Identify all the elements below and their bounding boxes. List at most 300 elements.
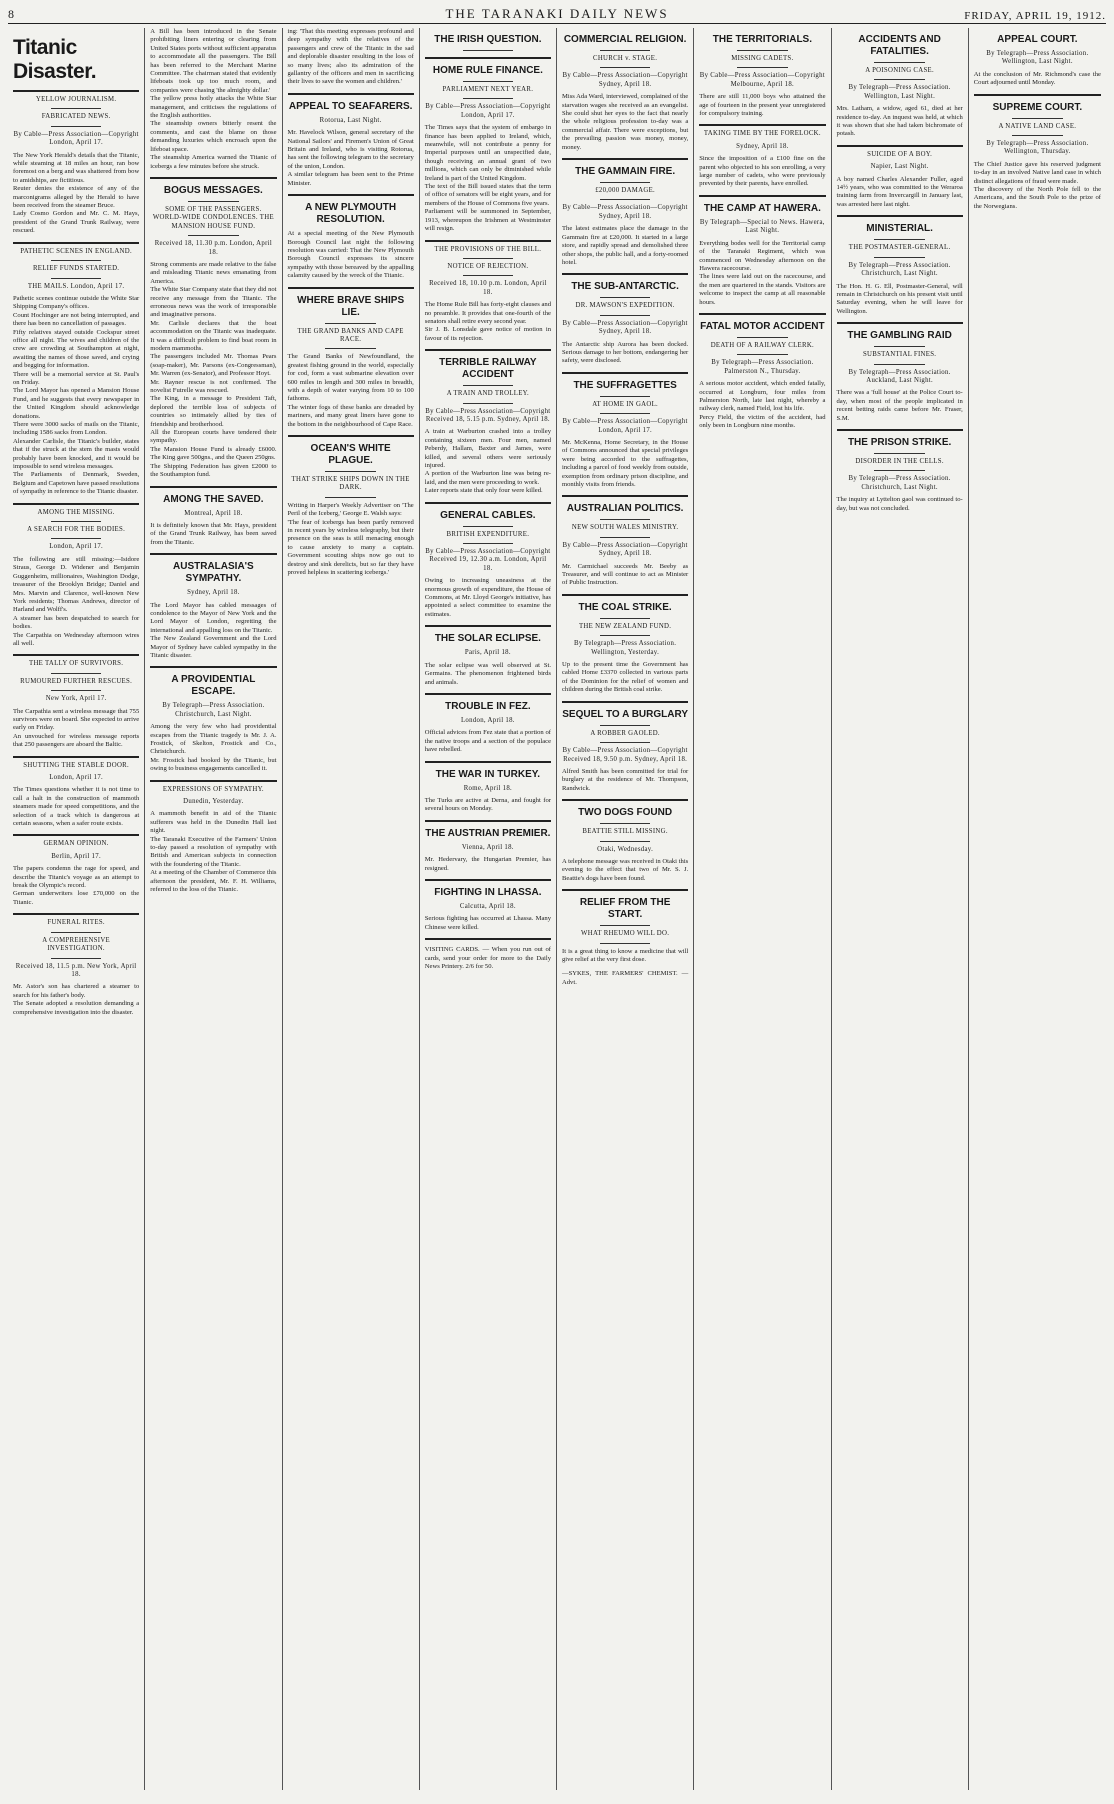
- section-dateline: Received 18, 10.10 p.m. London, April 18.: [429, 280, 547, 296]
- column-8: [969, 28, 1106, 1790]
- section-rule: [13, 834, 139, 836]
- section-dateline: By Telegraph—Special to News. Hawera, Last Night.: [699, 218, 825, 235]
- section-rule: [837, 215, 963, 217]
- subhead-rule: [600, 823, 651, 824]
- column-end-notice: —SYKES, THE FARMERS' CHEMIST. — Advt.: [562, 970, 689, 986]
- section-rule: [425, 57, 551, 59]
- subhead-rule: [463, 526, 514, 527]
- subhead-rule: [463, 258, 514, 259]
- section-rule: [13, 503, 139, 505]
- article-paragraph: Strong comments are made relative to the false and misleading Titanic news emanating from America.: [150, 260, 277, 285]
- article-paragraph: It is a great thing to know a medicine that will give relief at the very first dose.: [562, 947, 689, 963]
- section-subhead: SOME OF THE PASSENGERS. WORLD-WIDE CONDOLENCES. THE MANSION HOUSE FUND.: [152, 205, 274, 230]
- article-paragraph: The inquiry at Lyttelton gaol was continued to-day, but was not concluded.: [836, 496, 963, 512]
- subhead-rule: [874, 453, 925, 454]
- article-paragraph: All the European courts have tendered their sympathy.: [150, 429, 277, 445]
- article-paragraph: The winter fogs of these banks are dreaded by mariners, and many great liners have gone to the bottom in the neighbourhood of Cape Race.: [287, 403, 414, 428]
- article-paragraph: Everything bodes well for the Territorial camp of the Taranaki Regiment, which was commenced on Wednesday afternoon on the Hawera racecourse.: [699, 239, 826, 272]
- section-title: TERRIBLE RAILWAY ACCIDENT: [439, 357, 537, 381]
- section-title: THE TERRITORIALS.: [712, 34, 812, 45]
- article-paragraph: A portion of the Warburton line was being re-laid, and the men were proceeding to work.: [424, 470, 551, 486]
- section-subhead: A POISONING CASE.: [865, 67, 934, 74]
- subhead-rule: [51, 126, 102, 127]
- article-paragraph: The Lord Mayor has cabled messages of condolence to the Mayor of New York and the Lord Mayor of London, regretting the international and appalling loss on the Titanic.: [150, 601, 277, 634]
- subhead-rule: [600, 943, 651, 944]
- section-subhead: FABRICATED NEWS.: [41, 113, 111, 121]
- section-rule: [288, 194, 414, 196]
- section-rule: [562, 273, 688, 275]
- article-paragraph: 'The fear of icebergs has been partly removed in recent years by wireless telegraphy, but their presence on the seas is still menacing enough to cause anxiety to many a captain. Government scouting ships now go out to destroy and sink derelicts, but so far they have proved helpless in scattering icebergs.': [287, 518, 414, 577]
- article-paragraph: The Carpathia sent a wireless message that 755 survivors were on board. She expected to arrive early on Friday.: [13, 707, 140, 732]
- section-title: APPEAL COURT.: [997, 34, 1078, 45]
- section-subhead: RUMOURED FURTHER RESCUES.: [20, 677, 133, 685]
- section-dateline: By Cable—Press Association—Copyright Received 19, 12.30 a.m. London, April 18.: [425, 548, 551, 572]
- section-title: APPEAL TO SEAFARERS.: [288, 100, 413, 112]
- article-paragraph: A similar telegram has been sent to the Prime Minister.: [287, 171, 414, 187]
- section-title: RELIEF FROM THE START.: [579, 897, 671, 921]
- article-paragraph: The yellow press hotly attacks the White Star management, and criticises the regulations of the English authorities.: [150, 95, 277, 120]
- article-paragraph: A mammoth benefit in aid of the Titanic sufferers was held in the Dunedin Hall last night.: [150, 810, 277, 835]
- section-dateline: Received 18, 11.30 p.m. London, April 18.: [154, 240, 273, 256]
- section-subhead: NEW SOUTH WALES MINISTRY.: [571, 524, 679, 532]
- article-paragraph: Mr. Rayner rescue is not confirmed. The novelist Futrelle was rescued.: [150, 378, 277, 395]
- section-rule: [699, 195, 825, 197]
- section-subhead: £20,000 DAMAGE.: [595, 187, 656, 195]
- article-paragraph: A serious motor accident, which ended fatally, occurred at Longburn, four miles from Palmerston North, late last night, whereby a railway clerk, named Field, lost his life.: [699, 380, 826, 413]
- subhead-rule: [874, 346, 925, 347]
- section-rule: [150, 177, 276, 179]
- article-paragraph: The discovery of the North Pole fell to the Americans, and the South Pole to the prize of the Norwegians.: [973, 186, 1101, 210]
- subhead-rule: [874, 364, 925, 365]
- column-headline: THE IRISH QUESTION.: [434, 34, 542, 45]
- section-dateline: By Cable—Press Association—Copyright Sydney, April 18.: [562, 72, 688, 88]
- article-paragraph: There was a 'full house' at the Police Court to-day, when most of the people implicated in recent betting raids came before Mr. Fraser, S.M.: [836, 389, 963, 422]
- article-paragraph: Alexander Carlisle, the Titanic's builder, states that if the struck at the stem the masts would probably have been knocked, and it would be impossible to send wireless messages.: [13, 437, 140, 471]
- section-title: THE SUB-ANTARCTIC.: [571, 281, 679, 293]
- section-title: PATHETIC SCENES IN ENGLAND.: [20, 247, 132, 255]
- section-dateline: By Cable—Press Association—Copyright London, April 17.: [562, 418, 688, 434]
- article-paragraph: The New York Herald's details that the Titanic, while steaming at 18 miles an hour, ran bow foremost on a berg and was shattered from bow to amidships, are fictitious.: [13, 151, 140, 184]
- subhead-rule: [463, 543, 514, 544]
- section-dateline: Berlin, April 17.: [51, 852, 101, 860]
- section-subhead: AT HOME IN GAOL.: [592, 400, 659, 408]
- section-title: A NEW PLYMOUTH RESOLUTION.: [305, 202, 397, 226]
- section-title: COMMERCIAL RELIGION.: [563, 34, 687, 45]
- subhead-rule: [600, 519, 651, 520]
- subhead-rule: [874, 257, 925, 258]
- section-dateline: Montreal, April 18.: [184, 509, 243, 517]
- subhead-rule: [600, 537, 651, 538]
- section-dateline: Otaki, Wednesday.: [597, 845, 654, 853]
- section-subhead: BRITISH EXPENDITURE.: [446, 530, 530, 538]
- article-paragraph: The lines were laid out on the racecourse, and the men are quartered in the stands. Visitors are welcome to inspect the camp at all reasonable hours.: [699, 273, 826, 306]
- section-dateline: By Cable—Press Association—Copyright Melbourne, April 18.: [699, 72, 825, 88]
- section-subhead: A SEARCH FOR THE BODIES.: [27, 526, 126, 534]
- column-3: [283, 28, 420, 1790]
- article-paragraph: Among the very few who had providential escapes from the Titanic tragedy is Mr. J. A. Frostick, of Skelton, Frostick and Co., Christchurch.: [150, 723, 277, 756]
- article-paragraph: The Taranaki Executive of the Farmers' Union to-day passed a resolution of sympathy with British and American subjects in connection with the foundering of the Titanic.: [150, 835, 277, 868]
- section-title: THE CAMP AT HAWERA.: [703, 202, 821, 214]
- issue-date: FRIDAY, APRIL 19, 1912.: [964, 10, 1106, 22]
- section-title: EXPRESSIONS OF SYMPATHY.: [162, 785, 264, 793]
- section-subhead: PARLIAMENT NEXT YEAR.: [442, 86, 534, 93]
- article-paragraph: An unvouched for wireless message reports that 250 passengers are aboard the Baltic.: [13, 732, 140, 749]
- column-1: [8, 28, 145, 1790]
- section-rule: [562, 372, 688, 374]
- section-dateline: Napier, Last Night.: [870, 163, 929, 171]
- subhead-rule: [874, 470, 925, 471]
- article-paragraph: Percy Field, the victim of the accident, had only been in Longburn nine months.: [699, 413, 826, 430]
- section-dateline: Sydney, April 18.: [736, 142, 789, 150]
- section-rule: [13, 913, 139, 915]
- section-title: WHERE BRAVE SHIPS LIE.: [297, 294, 405, 318]
- subhead-rule: [51, 673, 102, 674]
- section-dateline: By Cable—Press Association—Copyright Sydney, April 18.: [562, 541, 688, 558]
- subhead-rule: [463, 81, 514, 82]
- section-title: HOME RULE FINANCE.: [432, 65, 543, 76]
- article-paragraph: Serious fighting has occurred at Lhassa. Many Chinese were killed.: [424, 915, 551, 931]
- column-2: [145, 28, 282, 1790]
- subhead-rule: [600, 315, 651, 316]
- section-rule: [150, 780, 276, 782]
- section-dateline: By Telegraph—Press Association. Wellington, Last Night.: [986, 50, 1089, 66]
- section-title: THE COAL STRIKE.: [578, 601, 672, 613]
- section-rule: [425, 879, 551, 881]
- subhead-rule: [874, 62, 925, 63]
- section-dateline: Received 18, 11.5 p.m. New York, April 18.: [15, 962, 137, 978]
- subhead-rule: [600, 297, 651, 298]
- section-title: AMONG THE MISSING.: [37, 508, 115, 516]
- section-dateline: Calcutta, April 18.: [459, 902, 516, 910]
- section-rule: [150, 486, 276, 488]
- article-paragraph: The Shipping Federation has given £2000 to the Southampton fund.: [150, 462, 277, 479]
- article-paragraph: Parliament will be summoned in September, 1913, whereupon the Irishmen at Westminster will resign.: [424, 208, 551, 233]
- section-title: BOGUS MESSAGES.: [163, 184, 263, 196]
- article-paragraph: The Carpathia on Wednesday afternoon wires all well.: [13, 631, 140, 647]
- section-rule: [837, 322, 963, 324]
- article-paragraph: Sir J. B. Lonsdale gave notice of motion in favour of its rejection.: [424, 326, 551, 342]
- section-dateline: London, April 18.: [460, 716, 515, 724]
- section-subhead: A NATIVE LAND CASE.: [998, 122, 1077, 130]
- subhead-rule: [600, 182, 651, 183]
- section-title: TAKING TIME BY THE FORELOCK.: [703, 130, 821, 138]
- section-rule: [13, 90, 139, 92]
- section-title: A PROVIDENTIAL ESCAPE.: [171, 674, 256, 698]
- section-title: THE PROVISIONS OF THE BILL.: [434, 245, 542, 253]
- section-title: THE AUSTRIAN PREMIER.: [425, 827, 551, 839]
- section-title: THE SOLAR ECLIPSE.: [434, 633, 541, 645]
- subhead-rule: [600, 925, 651, 926]
- article-paragraph: The Mansion House Fund is already £6000. The King gave 500gns., and the Queen 250gns.: [150, 445, 277, 462]
- article-paragraph: Reuter denies the existence of any of the marconigrams alleged by the Herald to have been received from the steamer Bruce.: [13, 185, 140, 210]
- section-subhead: A COMPREHENSIVE INVESTIGATION.: [42, 936, 110, 953]
- subhead-rule: [325, 471, 376, 472]
- article-paragraph: It is definitely known that Mr. Hays, president of the Grand Trunk Railway, has been saved from the Titanic.: [150, 521, 277, 546]
- section-subhead: THE GRAND BANKS AND CAPE RACE.: [297, 327, 404, 343]
- article-paragraph: The text of the Bill issued states that the term of office of senators will be eight years, and for members of the House of Commons five years.: [424, 183, 551, 207]
- article-paragraph: The passengers included Mr. Thomas Pears (soap-maker), Mr. Parsons (ex-Congressman), Mr. Warren (ex-Senator), and Professor Hoyt.: [150, 353, 277, 378]
- section-title: SEQUEL TO A BURGLARY: [562, 708, 688, 720]
- section-title: AMONG THE SAVED.: [163, 493, 264, 505]
- subhead-rule: [463, 98, 514, 99]
- article-paragraph: At the conclusion of Mr. Richmond's case the Court adjourned until Monday.: [973, 70, 1101, 87]
- section-title: THE SUFFRAGETTES: [573, 379, 677, 391]
- section-rule: [425, 693, 551, 695]
- article-paragraph: Mr. Hedervary, the Hungarian Premier, has resigned.: [424, 856, 551, 872]
- subhead-rule: [600, 413, 651, 414]
- subhead-rule: [188, 201, 239, 202]
- section-rule: [150, 666, 276, 668]
- section-title: FIGHTING IN LHASSA.: [434, 886, 542, 898]
- subhead-rule: [1012, 118, 1063, 119]
- article-paragraph: Miss Ada Ward, interviewed, complained of the starvation wages she received as an evangelist. She could shut her eyes to the fact that nearly the whole religious profession to-day was a commercial affair. There were exceptions, but the prevailing passion was money, money, money.: [562, 93, 689, 151]
- section-rule: [837, 429, 963, 431]
- article-paragraph: The Turks are active at Derna, and fought for several hours on Monday.: [424, 796, 551, 813]
- subhead-rule: [51, 932, 102, 933]
- article-paragraph: Later reports state that only four were killed.: [424, 487, 543, 495]
- section-rule: [562, 495, 688, 497]
- advert-rule: [425, 938, 551, 940]
- section-rule: [425, 502, 551, 504]
- article-paragraph: The Home Rule Bill has forty-eight clauses and no preamble. It provides that one-fourth of the senators shall retire every second year.: [424, 301, 551, 325]
- article-paragraph: The New Zealand Government and the Lord Mayor of Sydney have cabled sympathy in the Titanic disaster.: [150, 635, 277, 659]
- section-subhead: THE NEW ZEALAND FUND.: [578, 622, 672, 630]
- section-subhead: CHURCH v. STAGE.: [593, 55, 658, 62]
- subhead-rule: [1012, 135, 1063, 136]
- subhead-rule: [51, 521, 102, 522]
- page-number: 8: [8, 7, 15, 21]
- section-dateline: Dunedin, Yesterday.: [183, 798, 244, 806]
- article-paragraph: The White Star Company state that they did not receive any message from the Titanic. The erroneous news was the work of irresponsible and imaginative persons.: [150, 286, 277, 319]
- section-title: THE GAMBLING RAID: [847, 330, 952, 342]
- article-paragraph: The steamship America warned the Titanic of icebergs a few minutes before she struck.: [150, 154, 277, 170]
- article-paragraph: The King, in a message to President Taft, deplored the terrible loss of subjects of countries so intimately allied by ties of friendship and brotherhood.: [150, 395, 277, 428]
- headline-rule: [463, 50, 514, 51]
- section-title: OCEAN'S WHITE PLAGUE.: [310, 443, 391, 466]
- article-paragraph: Fifty relatives stayed outside Cockspur street office all night. The wives and children of the crew are crowding at Southampton at night, awaiting the names of those saved, and crying and begging for information.: [13, 328, 140, 370]
- section-dateline: Paris, April 18.: [464, 649, 511, 657]
- section-dateline: By Telegraph—Press Association. Christchurch, Last Night.: [848, 261, 951, 278]
- section-dateline: By Cable—Press Association—Copyright Sydney, April 18.: [562, 319, 688, 336]
- subhead-rule: [600, 725, 651, 726]
- article-paragraph: German underwriters lose £70,000 on the Titanic.: [13, 890, 140, 906]
- advert-visiting-cards: VISITING CARDS. — When you run out of cards, send your order for more to the Daily News Printery. 2/6 for 50.: [424, 946, 551, 970]
- article-paragraph: Lady Cosmo Gordon and Mr. C. M. Hays, president of the Grand Trunk Railway, were rescued.: [13, 210, 140, 235]
- section-rule: [562, 701, 688, 703]
- article-paragraph: At a meeting of the Chamber of Commerce this afternoon the president, Mr. F. H. Williams, referred to the loss of the Titanic.: [150, 869, 277, 894]
- subhead-rule: [51, 538, 102, 539]
- article-paragraph: The solar eclipse was well observed at St. Germains. The phenomenon frightened birds and animals.: [424, 661, 551, 686]
- section-subhead: A TRAIN AND TROLLEY.: [446, 390, 530, 398]
- section-subhead: THE POSTMASTER-GENERAL.: [848, 244, 951, 252]
- article-paragraph: Since the imposition of a £100 fine on the parent who objected to his son enrolling, a very large number of cadets, who were previously prevented by their parents, have enrolled.: [699, 155, 826, 188]
- column-4: [420, 28, 557, 1790]
- article-paragraph: There were 3000 sacks of mails on the Titanic, including 1586 sacks from London.: [13, 421, 140, 437]
- section-rule: [13, 756, 139, 758]
- subhead-rule: [463, 403, 514, 404]
- section-dateline: Sydney, April 18.: [187, 589, 240, 597]
- article-paragraph: The Times says that the system of embargo in finance has been applied to Ireland, which, meanwhile, will not contribute a penny for Imperial purposes until an unspecified date, though receiving an annual grant of two millions, which can only be diminished while Ireland is part of the United Kingdom.: [424, 124, 551, 182]
- subhead-rule: [188, 235, 239, 236]
- section-subhead: A ROBBER GAOLED.: [590, 729, 660, 737]
- section-rule: [562, 799, 688, 801]
- section-dateline: THE MAILS. London, April 17.: [27, 282, 125, 290]
- subhead-rule: [600, 67, 651, 68]
- article-paragraph: The Grand Banks of Newfoundland, the greatest fishing ground in the world, especially for cod, form a vast submarine elevation over 600 miles in length and 300 miles in breadth, with a depth of water varying from 10 to 100 fathoms.: [287, 353, 414, 403]
- article-paragraph: The latest estimates place the damage in the Gammain fire at £20,000. It started in a large store, and rapidly spread and demolished three other shops, the public hall, and a forty-roomed hotel.: [562, 225, 689, 266]
- section-dateline: By Telegraph—Press Association. Auckland, Last Night.: [848, 368, 951, 384]
- section-title: SHUTTING THE STABLE DOOR.: [23, 761, 129, 769]
- article-paragraph: There will be a memorial service at St. Paul's on Friday.: [13, 370, 140, 386]
- subhead-rule: [325, 323, 376, 324]
- section-title: TWO DOGS FOUND: [578, 807, 673, 819]
- article-paragraph: Mr. Carlisle declares that the boat accommodation on the Titanic was inadequate. It was a difficult problem to find boat room in modern mammoths.: [150, 319, 277, 352]
- section-rule: [974, 94, 1101, 96]
- article-paragraph: A boy named Charles Alexander Fuller, aged 14½ years, who was committed to the Weraroa training farm from Invercargill in January last, was arrested here last night.: [836, 175, 963, 208]
- section-title: GENERAL CABLES.: [440, 509, 536, 521]
- article-paragraph: A train at Warburton crashed into a trolley containing sixteen men. Four men, named Peberdy, Hallam, Baxter and James, were killed, and several others were seriously injured.: [424, 428, 551, 469]
- subhead-rule: [51, 108, 102, 109]
- subhead-rule: [463, 385, 514, 386]
- article-paragraph: Mrs. Latham, a widow, aged 61, died at her residence to-day. An inquest was held, at which it was shown that she had taken bichromate of potash.: [836, 105, 963, 138]
- column-5: [557, 28, 694, 1790]
- section-title: GERMAN OPINION.: [43, 840, 109, 848]
- article-paragraph: A steamer has been despatched to search for bodies.: [13, 614, 140, 631]
- columns: [8, 28, 1106, 1790]
- section-rule: [13, 242, 139, 244]
- section-subhead: THAT STRIKE SHIPS DOWN IN THE DARK.: [291, 476, 410, 492]
- article-paragraph: The Hon. H. G. Ell, Postmaster-General, will remain in Christchurch on his present visit until Saturday evening, when he will leave for Wellington.: [836, 282, 963, 315]
- section-title: TROUBLE IN FEZ.: [445, 700, 531, 712]
- subhead-rule: [51, 958, 102, 959]
- article-paragraph: At a special meeting of the New Plymouth Borough Council last night the following resolution was carried: That the New Plymouth Borough Council expresses its sincere sympathy with those bereaved by the appalling calamity caused by the wreck of the Titanic.: [287, 230, 414, 280]
- section-dateline: London, April 17.: [49, 543, 104, 551]
- subhead-rule: [874, 239, 925, 240]
- section-dateline: By Telegraph—Press Association. Palmerston N., Thursday.: [711, 359, 814, 375]
- section-rule: [837, 145, 963, 147]
- column-6: [694, 28, 831, 1790]
- section-dateline: By Cable—Press Association—Copyright London, April 17.: [13, 130, 139, 147]
- subhead-rule: [737, 67, 788, 68]
- section-subhead: RELIEF FUNDS STARTED.: [32, 265, 120, 273]
- section-rule: [13, 654, 139, 656]
- article-paragraph: There are still 11,000 boys who attained the age of fourteen in the present year unregistered for compulsory training.: [699, 93, 826, 118]
- article-paragraph: The Chief Justice gave his reserved judgment to-day in an involved Native land case in which distinct allegations of fraud were made.: [973, 160, 1101, 185]
- section-dateline: Vienna, April 18.: [461, 843, 514, 851]
- section-rule: [288, 435, 414, 437]
- section-title: SUICIDE OF A BOY.: [867, 150, 933, 158]
- section-title: THE GAMMAIN FIRE.: [575, 166, 676, 178]
- section-subhead: DR. MAWSON'S EXPEDITION.: [575, 302, 675, 310]
- article-paragraph: Mr. Frostick had booked by the Titanic, but owing to business engagements cancelled it.: [150, 756, 277, 773]
- section-title: THE PRISON STRIKE.: [847, 436, 952, 448]
- article-paragraph: Count Hochinger are not being interrupted, and there has been no cancellation of passages.: [13, 311, 140, 328]
- section-dateline: By Telegraph—Press Association. Christchurch, Last Night.: [162, 702, 265, 718]
- subhead-rule: [874, 79, 925, 80]
- article-paragraph: The Times questions whether it is not time to call a halt in the construction of mammoth steamers made for speed competitions, and the selection of a track which is dangerous at certain seasons, when a safer route exists.: [13, 786, 140, 828]
- subhead-rule: [737, 50, 788, 51]
- section-rule: [699, 124, 825, 126]
- subhead-rule: [600, 742, 651, 743]
- column-7: [832, 28, 969, 1790]
- subhead-rule: [737, 337, 788, 338]
- section-subhead: SUBSTANTIAL FINES.: [862, 351, 937, 359]
- section-title: THE TALLY OF SURVIVORS.: [29, 660, 124, 668]
- article-paragraph: ing: 'That this meeting expresses profound and deep sympathy with the relatives of the passengers and crew of the Titanic in the sad and deplorable disaster resulting in the loss of so many lives; also its admiration of the gallantry of the officers and men in sacrificing their lives to save the women and children.': [287, 28, 414, 86]
- article-paragraph: Owing to increasing uneasiness at the enormous growth of expenditure, the House of Commons, at Mr. Lloyd George's initiative, has appointed a select committee to examine the estimates.: [424, 577, 551, 618]
- section-dateline: By Cable—Press Association—Copyright Sydney, April 18.: [562, 204, 688, 220]
- subhead-rule: [600, 635, 651, 636]
- article-paragraph: Mr. Carmichael succeeds Mr. Beeby as Treasurer, and will continue to act as Minister of Public Instruction.: [562, 562, 689, 587]
- section-title: THE WAR IN TURKEY.: [435, 768, 541, 780]
- article-paragraph: The steamship owners bitterly resent the comments, and cast the blame on those demanding luxuries which encroach upon the lifeboat space.: [150, 120, 277, 153]
- section-subhead: DISORDER IN THE CELLS.: [855, 457, 944, 465]
- section-title: FUNERAL RITES.: [47, 919, 105, 927]
- subhead-rule: [600, 50, 651, 51]
- section-subhead: WHAT RHEUMO WILL DO.: [581, 930, 670, 938]
- subhead-rule: [600, 841, 651, 842]
- newspaper-page: [8, 4, 1106, 1792]
- section-rule: [425, 820, 551, 822]
- section-dateline: Rome, April 18.: [463, 784, 513, 792]
- article-paragraph: The papers condemn the rage for speed, and describe the Titanic's voyage as an attempt to break the Olympic's record.: [13, 865, 140, 890]
- subhead-rule: [463, 275, 514, 276]
- section-dateline: By Cable—Press Association—Copyright London, April 17.: [425, 103, 551, 119]
- section-title: FATAL MOTOR ACCIDENT: [700, 320, 825, 332]
- subhead-rule: [737, 354, 788, 355]
- section-dateline: Rotorua, Last Night.: [319, 116, 382, 124]
- subhead-rule: [325, 348, 376, 349]
- section-rule: [288, 93, 414, 95]
- article-paragraph: A telephone message was received in Otaki this evening to the effect that two of Mr. S. J. Beattie's dogs have been found.: [562, 857, 689, 882]
- article-paragraph: A Bill has been introduced in the Senate prohibiting liners entering or clearing from United States ports without sufficient apparatus to accommodate all the passengers. The Bill has been referred to the Merchant Marine Committee. The chairman stated that evidently lifeboats took up too much room, and companies were chasing 'the almighty dollar.': [150, 28, 277, 94]
- section-subhead: NOTICE OF REJECTION.: [447, 262, 529, 270]
- subhead-rule: [325, 497, 376, 498]
- section-subhead: BEATTIE STILL MISSING.: [582, 828, 668, 836]
- article-paragraph: The Lord Mayor has opened a Mansion House Fund, and he suggests that every newspaper in the United Kingdom should acknowledge donations.: [13, 387, 140, 420]
- section-dateline: By Cable—Press Association—Copyright Received 18, 9.50 p.m. Sydney, April 18.: [562, 747, 688, 763]
- section-rule: [425, 240, 551, 242]
- article-paragraph: Writing in Harper's Weekly Advertiser on 'The Peril of the Iceberg,' George E. Walsh says:: [287, 501, 414, 518]
- article-paragraph: Up to the present time the Government has cabled Home £3370 collected in various parts of the Dominion for the relief of women and children during the British coal strike.: [562, 661, 689, 694]
- section-title: AUSTRALASIA'S SYMPATHY.: [173, 561, 254, 585]
- article-paragraph: Mr. Astor's son has chartered a steamer to search for his father's body.: [13, 983, 140, 999]
- section-dateline: By Telegraph—Press Association. Wellington, Last Night.: [848, 84, 951, 100]
- article-paragraph: The Parliaments of Denmark, Sweden, Belgium and Capetown have passed resolutions of sympathy in reference to the Titanic disaster.: [13, 471, 140, 496]
- article-paragraph: Alfred Smith has been committed for trial for burglary at the residence of Mr. Thompson, Randwick.: [562, 767, 689, 792]
- subhead-rule: [600, 396, 651, 397]
- subhead-rule: [51, 260, 102, 261]
- section-rule: [150, 553, 276, 555]
- section-rule: [425, 761, 551, 763]
- article-paragraph: Mr. Havelock Wilson, general secretary of the National Sailors' and Firemen's Union of Great Britain and Ireland, who is visiting Rotorua, has sent the following telegram to the secretary of the union, London.: [287, 129, 414, 170]
- section-rule: [425, 349, 551, 351]
- section-rule: [699, 313, 825, 315]
- section-dateline: By Telegraph—Press Association. Wellington, Yesterday.: [574, 640, 677, 656]
- masthead: [8, 4, 1106, 24]
- section-title: MINISTERIAL.: [866, 223, 933, 235]
- section-title: SUPREME COURT.: [992, 101, 1083, 113]
- subhead-rule: [51, 278, 102, 279]
- section-title: AUSTRALIAN POLITICS.: [566, 503, 684, 515]
- section-rule: [425, 625, 551, 627]
- subhead-rule: [51, 690, 102, 691]
- article-paragraph: Mr. McKenna, Home Secretary, in the House of Commons announced that special privileges were being accorded to the suffragettes, including a parcel of food weekly from outside, exemption from ordinary prison discipline, and monthly visits from friends.: [562, 438, 689, 488]
- section-subhead: MISSING CADETS.: [731, 55, 794, 62]
- article-paragraph: Official advices from Fez state that a portion of the native troops and a section of the populace have rebelled.: [424, 729, 551, 754]
- subhead-rule: [600, 199, 651, 200]
- section-rule: [288, 287, 414, 289]
